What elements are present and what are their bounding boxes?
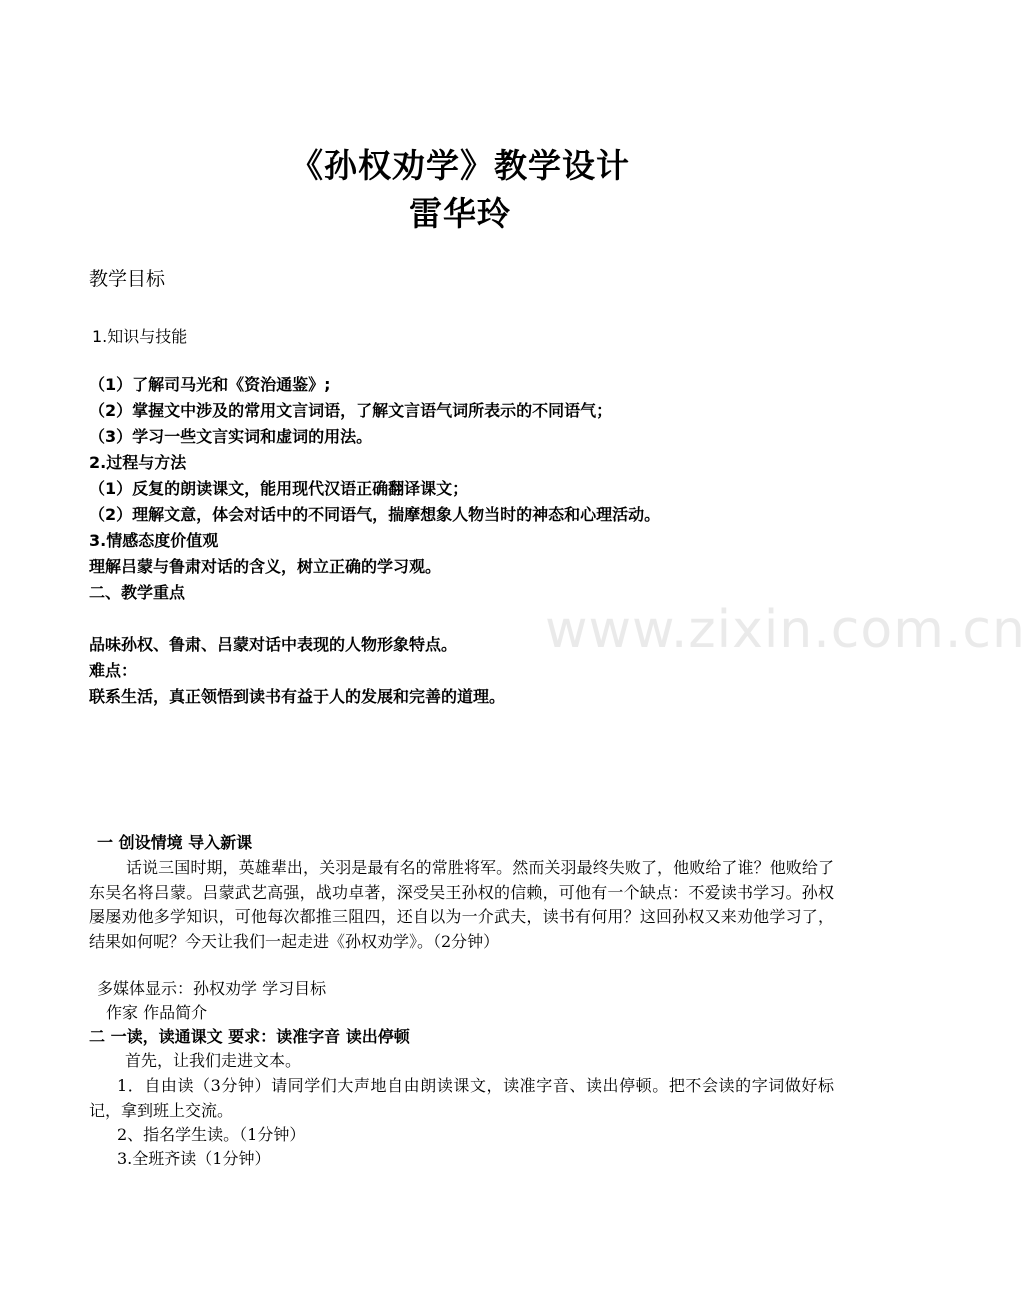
section3-heading: 3.情感态度价值观 <box>89 531 219 550</box>
step2-item: 2、指名学生读。（1分钟） <box>117 1125 306 1144</box>
document-author: 雷华玲 <box>409 194 511 233</box>
objectives-heading: 教学目标 <box>89 268 166 290</box>
step2-intro: 首先，让我们走进文本。 <box>125 1051 302 1070</box>
step2-heading: 二 一读，读通课文 要求：读准字音 读出停顿 <box>89 1027 410 1046</box>
multimedia-line: 作家 作品简介 <box>106 1003 208 1022</box>
step2-item: 3.全班齐读（1分钟） <box>117 1149 271 1168</box>
step1-heading: 一 创设情境 导入新课 <box>97 833 253 852</box>
difficulty-text: 联系生活，真正领悟到读书有益于人的发展和完善的道理。 <box>89 687 506 706</box>
multimedia-line: 多媒体显示：孙权劝学 学习目标 <box>97 979 327 998</box>
section3-text: 理解吕蒙与鲁肃对话的含义，树立正确的学习观。 <box>89 557 442 576</box>
key-points-heading: 二、教学重点 <box>89 583 186 602</box>
key-points-text: 品味孙权、鲁肃、吕蒙对话中表现的人物形象特点。 <box>89 635 458 654</box>
step1-paragraph: 话说三国时期，英雄辈出，关羽是最有名的常胜将军。然而关羽最终失败了，他败给了谁？他败给了东吴名将吕蒙。吕蒙武艺高强，战功卓著，深受吴王孙权的信赖，可他有一个缺点：不爱读书学习。孙权屡屡劝他多学知识，可他每次都推三阻四，还自以为一介武夫，读书有何用？这回孙权又来劝他学习了，结果如何呢？今天让我们一起走进《孙权劝学》。（2分钟） <box>89 858 834 951</box>
section2-heading: 2.过程与方法 <box>89 453 187 472</box>
objective-item: （2）理解文意，体会对话中的不同语气，揣摩想象人物当时的神态和心理活动。 <box>89 505 661 524</box>
document-title: 《孙权劝学》教学设计 <box>290 146 630 185</box>
watermark: www.zixin.com.cn <box>545 600 1026 660</box>
objective-item: （1）了解司马光和《资治通鉴》; <box>89 375 331 394</box>
section1-heading: 1.知识与技能 <box>92 327 188 346</box>
step2-item: 1．自由读（3分钟）请同学们大声地自由朗读课文，读准字音、读出停顿。把不会读的字词做好标记，拿到班上交流。 <box>89 1076 834 1120</box>
objective-item: （1）反复的朗读课文，能用现代汉语正确翻译课文； <box>89 479 469 498</box>
objective-item: （3）学习一些文言实词和虚词的用法。 <box>89 427 373 446</box>
difficulty-label: 难点： <box>89 661 138 680</box>
objective-item: （2）掌握文中涉及的常用文言词语，了解文言语气词所表示的不同语气； <box>89 401 613 420</box>
